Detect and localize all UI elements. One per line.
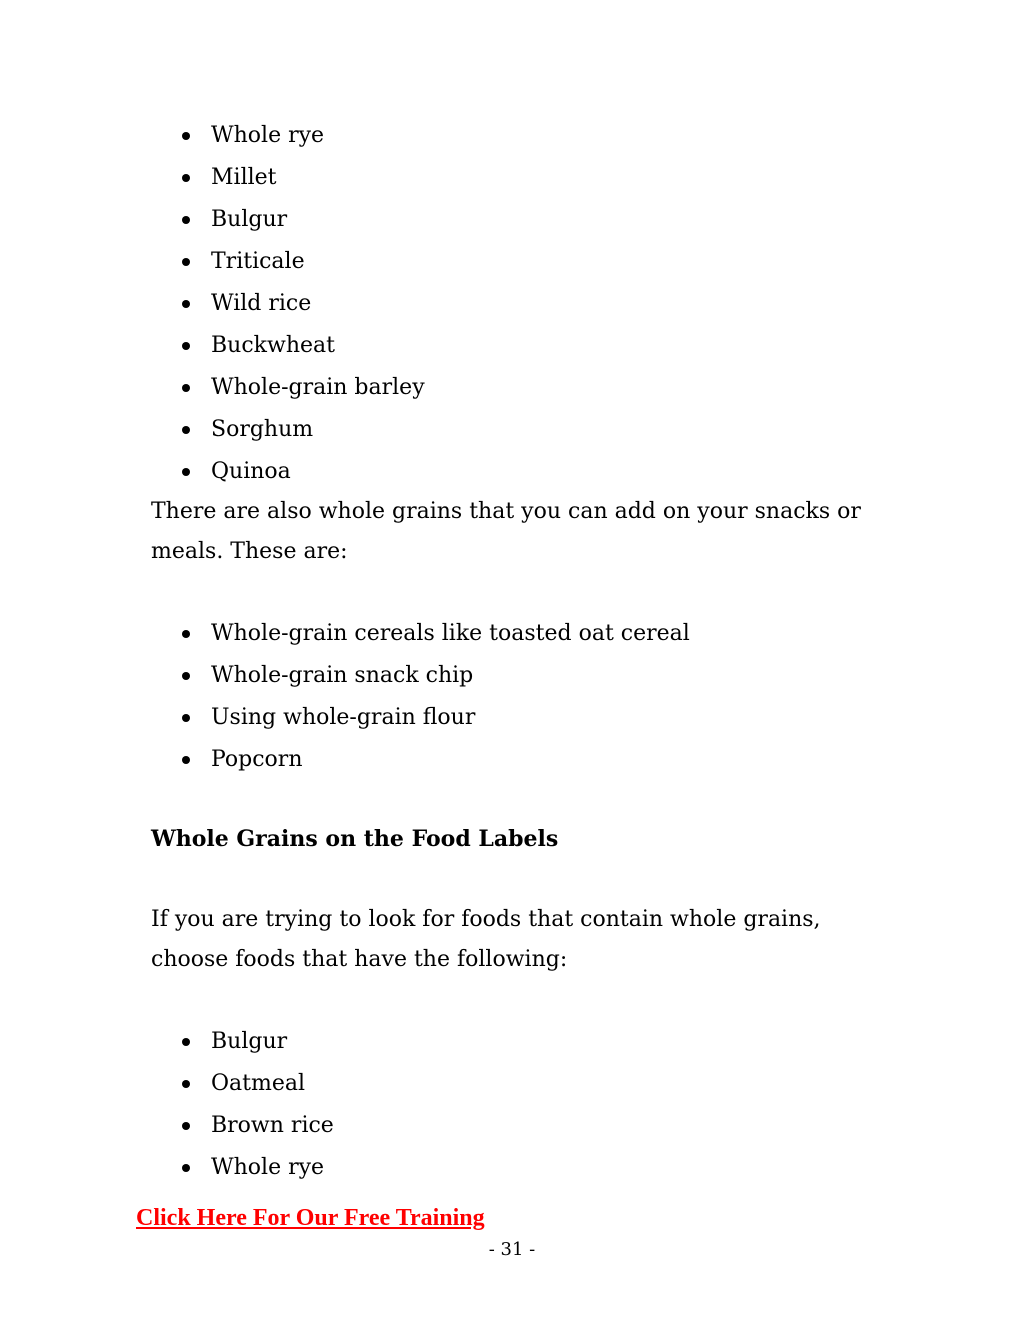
list-item	[182, 451, 425, 493]
list-item	[182, 199, 425, 241]
bullet-icon	[182, 174, 190, 182]
list-item	[182, 739, 690, 781]
bullet-icon	[182, 1080, 190, 1088]
list-item	[182, 115, 425, 157]
bullet-icon	[182, 714, 190, 722]
whole-grains-list	[182, 115, 425, 493]
snack-grains-list	[182, 613, 690, 781]
list-item-label: Bulgur	[211, 207, 288, 232]
bullet-icon	[182, 756, 190, 764]
list-item-label: Whole-grain snack chip	[211, 663, 474, 688]
bullet-icon	[182, 384, 190, 392]
list-item-label: Buckwheat	[211, 333, 335, 358]
food-label-grains-list	[182, 1021, 334, 1189]
list-item-label: Whole rye	[211, 1155, 325, 1180]
snacks-paragraph: There are also whole grains that you can add on your snacks or meals. These are:	[151, 499, 861, 564]
list-item	[182, 409, 425, 451]
list-item-label: Millet	[211, 165, 277, 190]
bullet-icon	[182, 672, 190, 680]
list-item	[182, 1147, 334, 1189]
free-training-link[interactable]: Click Here For Our Free Training	[136, 1205, 485, 1231]
list-item	[182, 325, 425, 367]
list-item-label: Popcorn	[211, 747, 303, 772]
list-item	[182, 1105, 334, 1147]
list-item-label: Wild rice	[211, 291, 312, 316]
bullet-icon	[182, 342, 190, 350]
page-number: - 31 -	[488, 1239, 536, 1260]
bullet-icon	[182, 258, 190, 266]
bullet-icon	[182, 426, 190, 434]
list-item	[182, 157, 425, 199]
list-item	[182, 613, 690, 655]
list-item-label: Sorghum	[211, 417, 314, 442]
food-labels-paragraph: If you are trying to look for foods that contain whole grains, choose foods that have the following:	[151, 907, 821, 972]
bullet-icon	[182, 132, 190, 140]
list-item	[182, 655, 690, 697]
list-item	[182, 367, 425, 409]
bullet-icon	[182, 1164, 190, 1172]
list-item-label: Whole-grain barley	[211, 375, 425, 400]
bullet-icon	[182, 1122, 190, 1130]
list-item-label: Triticale	[211, 249, 305, 274]
list-item-label: Using whole-grain flour	[211, 705, 476, 730]
list-item-label: Oatmeal	[211, 1071, 306, 1096]
section-heading: Whole Grains on the Food Labels	[151, 826, 559, 852]
list-item-label: Quinoa	[211, 459, 291, 484]
bullet-icon	[182, 300, 190, 308]
bullet-icon	[182, 216, 190, 224]
list-item-label: Bulgur	[211, 1029, 288, 1054]
list-item	[182, 1021, 334, 1063]
bullet-icon	[182, 1038, 190, 1046]
list-item	[182, 283, 425, 325]
list-item-label: Brown rice	[211, 1113, 334, 1138]
list-item	[182, 1063, 334, 1105]
bullet-icon	[182, 630, 190, 638]
list-item	[182, 241, 425, 283]
list-item-label: Whole rye	[211, 123, 325, 148]
list-item-label: Whole-grain cereals like toasted oat cereal	[211, 621, 690, 646]
list-item	[182, 697, 690, 739]
bullet-icon	[182, 468, 190, 476]
